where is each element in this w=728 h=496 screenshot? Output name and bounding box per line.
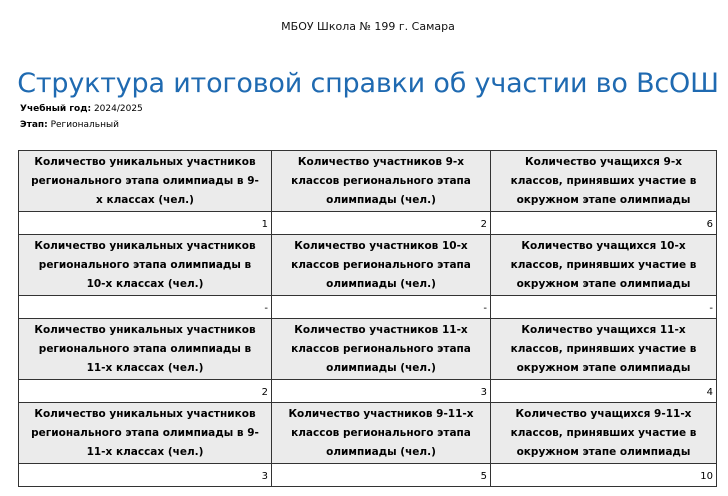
value-row-grade-10 — [19, 296, 717, 319]
olympiad-stage — [20, 120, 119, 130]
page-title: Структура итоговой справки об участии во ВсОШ — [17, 68, 719, 100]
value-cell: 5 — [272, 464, 491, 487]
header-cell: Количество учащихся 10-х классов, принявших участие в окружном этапе олимпиады — [491, 235, 717, 296]
header-cell: Количество уникальных участников регионального этапа олимпиады в 9-х классах (чел.) — [19, 151, 272, 212]
value-cell: 6 — [491, 212, 717, 235]
value-cell: 4 — [491, 380, 717, 403]
header-row-grade-11 — [19, 319, 717, 380]
header-cell: Количество участников 10-х классов регионального этапа олимпиады (чел.) — [272, 235, 491, 296]
value-cell: - — [19, 296, 272, 319]
header-cell: Количество учащихся 9-х классов, принявших участие в окружном этапе олимпиады — [491, 151, 717, 212]
academic-year-label: Учебный год: — [20, 104, 92, 114]
olympiad-stage-label: Этап: — [20, 120, 48, 130]
value-cell: 3 — [272, 380, 491, 403]
value-cell: 2 — [19, 380, 272, 403]
header-cell: Количество уникальных участников регионального этапа олимпиады в 11-х классах (чел.) — [19, 319, 272, 380]
header-cell: Количество учащихся 11-х классов, принявших участие в окружном этапе олимпиады — [491, 319, 717, 380]
value-cell: 1 — [19, 212, 272, 235]
header-cell: Количество учащихся 9-11-х классов, принявших участие в окружном этапе олимпиады — [491, 403, 717, 464]
header-cell: Количество участников 11-х классов регионального этапа олимпиады (чел.) — [272, 319, 491, 380]
academic-year-value: 2024/2025 — [93, 104, 143, 114]
value-cell: 2 — [272, 212, 491, 235]
value-row-grades-9-11 — [19, 464, 717, 487]
value-cell: 3 — [19, 464, 272, 487]
school-name: МБОУ Школа № 199 г. Самара — [281, 20, 455, 33]
header-cell: Количество уникальных участников регионального этапа олимпиады в 10-х классах (чел.) — [19, 235, 272, 296]
value-cell: 10 — [491, 464, 717, 487]
value-row-grade-9 — [19, 212, 717, 235]
academic-year — [20, 104, 143, 114]
header-cell: Количество участников 9-11-х классов регионального этапа олимпиады (чел.) — [272, 403, 491, 464]
report-table — [18, 150, 717, 487]
value-row-grade-11 — [19, 380, 717, 403]
value-cell: - — [272, 296, 491, 319]
value-cell: - — [491, 296, 717, 319]
header-cell: Количество участников 9-х классов регионального этапа олимпиады (чел.) — [272, 151, 491, 212]
header-row-grade-10 — [19, 235, 717, 296]
olympiad-stage-value: Региональный — [50, 120, 119, 130]
header-row-grade-9 — [19, 151, 717, 212]
header-row-grades-9-11 — [19, 403, 717, 464]
header-cell: Количество уникальных участников регионального этапа олимпиады в 9-11-х классах (чел.) — [19, 403, 272, 464]
